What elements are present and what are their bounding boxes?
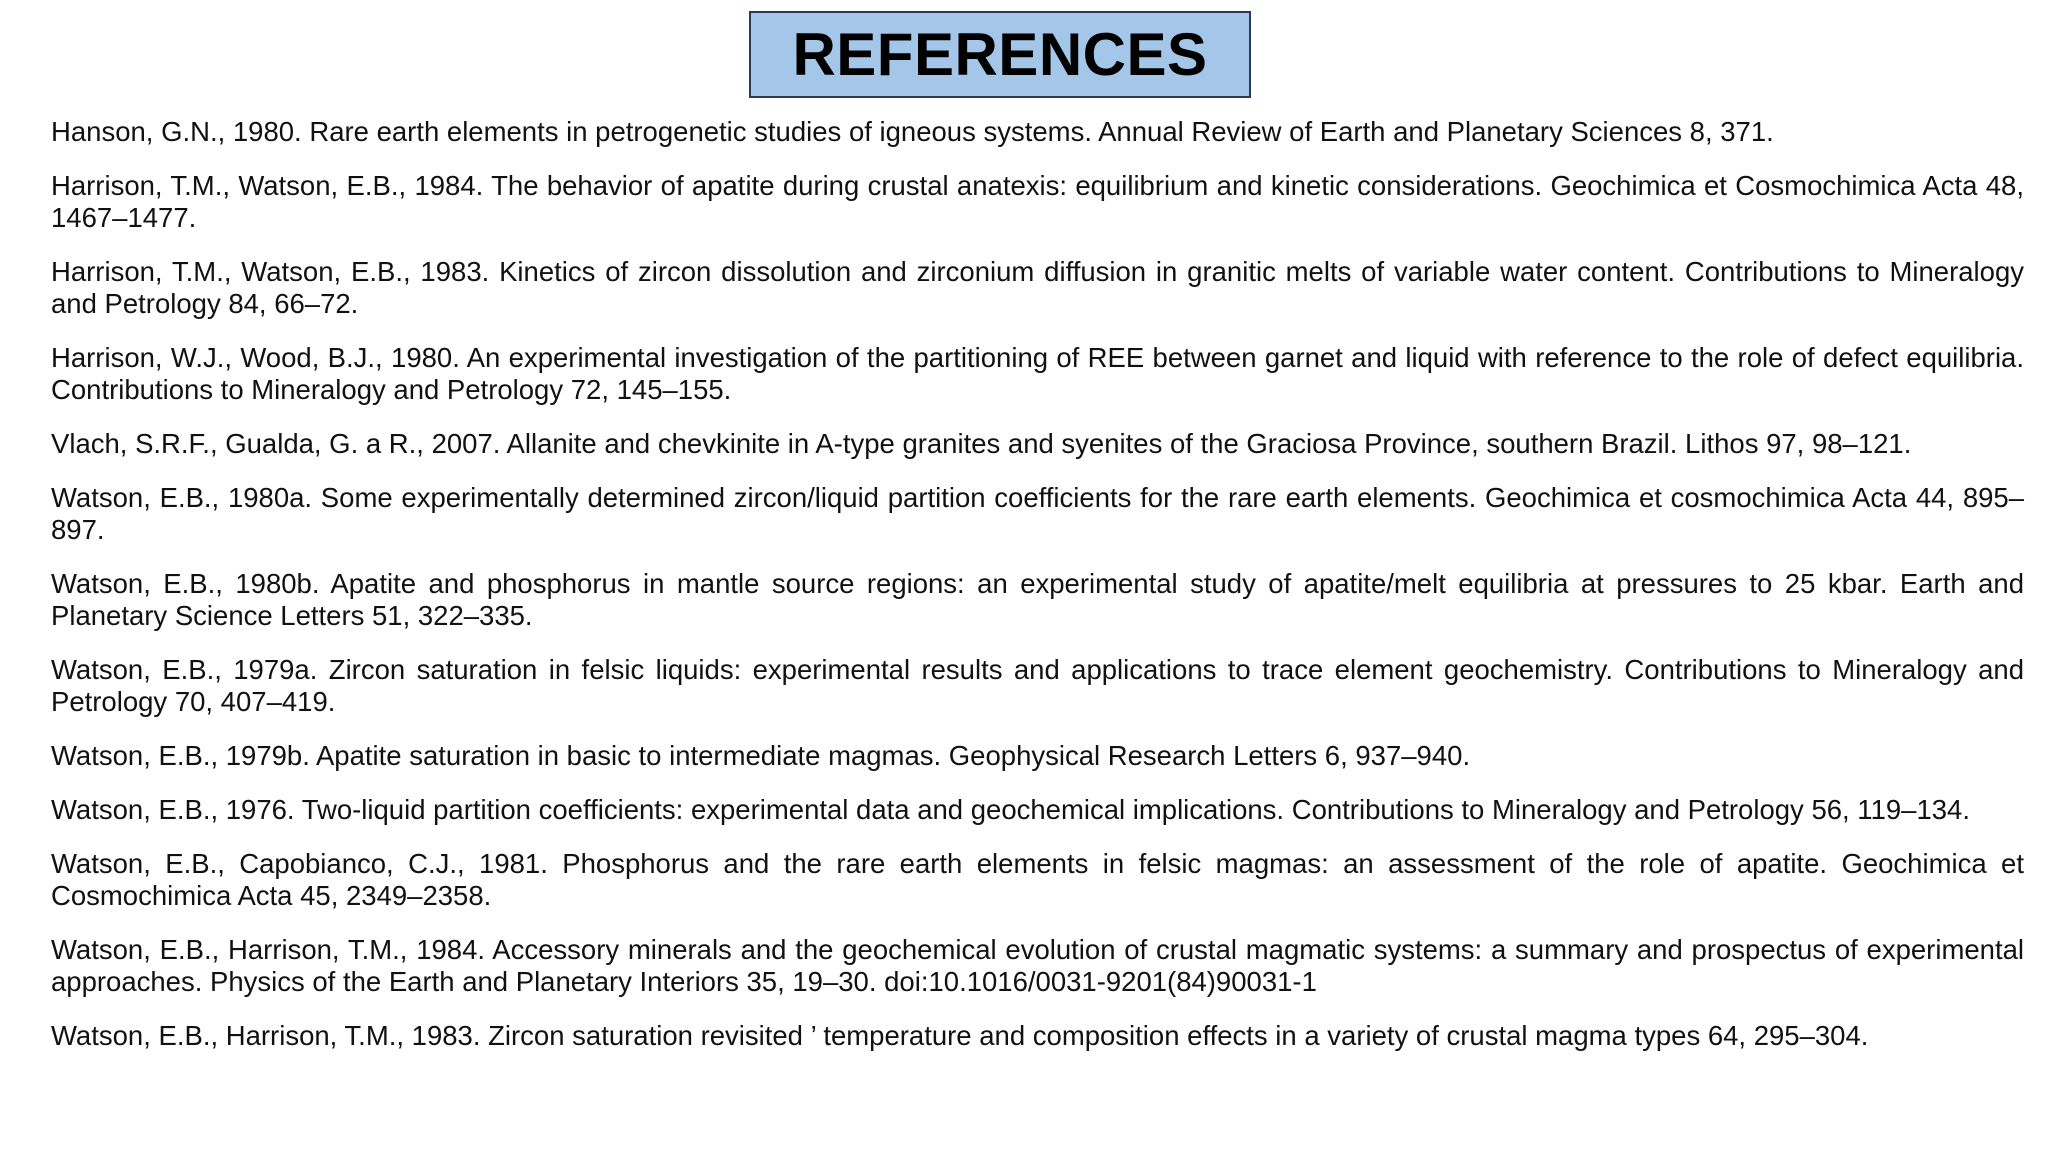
references-title-box [749,11,1251,98]
page-title: REFERENCES [792,20,1208,88]
reference-item: Harrison, W.J., Wood, B.J., 1980. An experimental investigation of the partitioning of REE between garnet and liquid with reference to the role of defect equilibria. Contributions to Mineralogy and Petrology 72, 145–155. [51,342,2024,405]
reference-item: Watson, E.B., Capobianco, C.J., 1981. Phosphorus and the rare earth elements in felsic magmas: an assessment of the role of apatite. Geochimica et Cosmochimica Acta 45, 2349–2358. [51,848,2024,911]
reference-item: Watson, E.B., 1980a. Some experimentally determined zircon/liquid partition coefficients for the rare earth elements. Geochimica et cosmochimica Acta 44, 895–897. [51,482,2024,545]
reference-item: Watson, E.B., 1979a. Zircon saturation in felsic liquids: experimental results and applications to trace element geochemistry. Contributions to Mineralogy and Petrology 70, 407–419. [51,654,2024,717]
reference-item: Watson, E.B., 1976. Two-liquid partition coefficients: experimental data and geochemical implications. Contributions to Mineralogy and Petrology 56, 119–134. [51,794,1970,825]
reference-item: Watson, E.B., 1979b. Apatite saturation in basic to intermediate magmas. Geophysical Research Letters 6, 937–940. [51,740,1471,771]
reference-item: Watson, E.B., Harrison, T.M., 1984. Accessory minerals and the geochemical evolution of crustal magmatic systems: a summary and prospectus of experimental approaches. Physics of the Earth and Planetary Interiors 35, 19–30. doi:10.1016/0031-9201(84)90031-1 [51,934,2024,997]
reference-item: Watson, E.B., 1980b. Apatite and phosphorus in mantle source regions: an experimental study of apatite/melt equilibria at pressures to 25 kbar. Earth and Planetary Science Letters 51, 322–335. [51,568,2024,631]
reference-item: Hanson, G.N., 1980. Rare earth elements in petrogenetic studies of igneous systems. Annual Review of Earth and Planetary Sciences 8, 371. [51,116,1774,147]
reference-item: Watson, E.B., Harrison, T.M., 1983. Zircon saturation revisited ’ temperature and composition effects in a variety of crustal magma types 64, 295–304. [51,1020,1869,1051]
reference-item: Vlach, S.R.F., Gualda, G. a R., 2007. Allanite and chevkinite in A-type granites and syenites of the Graciosa Province, southern Brazil. Lithos 97, 98–121. [51,428,1912,459]
reference-item: Harrison, T.M., Watson, E.B., 1983. Kinetics of zircon dissolution and zirconium diffusion in granitic melts of variable water content. Contributions to Mineralogy and Petrology 84, 66–72. [51,256,2024,319]
reference-list [51,116,2024,1074]
reference-item: Harrison, T.M., Watson, E.B., 1984. The behavior of apatite during crustal anatexis: equilibrium and kinetic considerations. Geochimica et Cosmochimica Acta 48, 1467–1477. [51,170,2024,233]
